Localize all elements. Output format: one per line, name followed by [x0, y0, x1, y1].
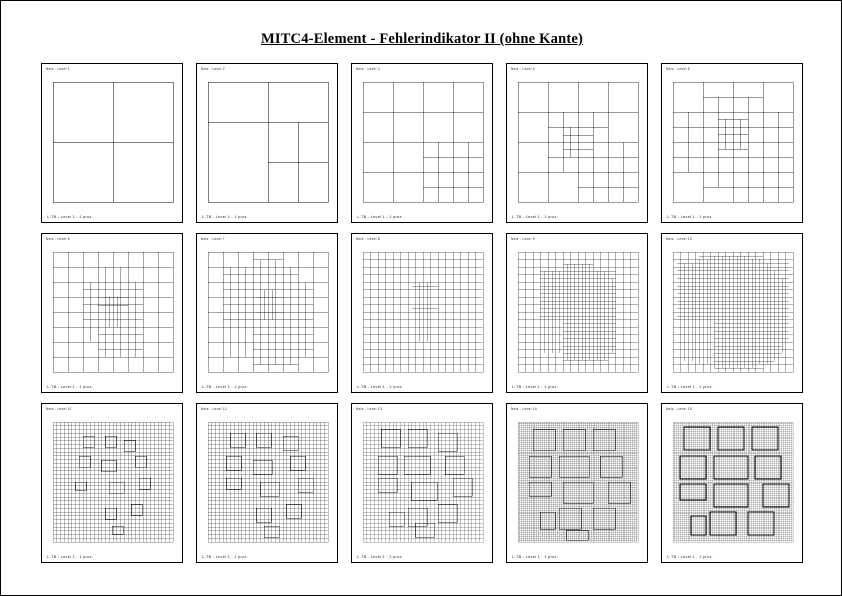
panel-row-1 [41, 63, 803, 223]
mesh-plot-8 [359, 246, 487, 381]
panel-row-2 [41, 233, 803, 393]
mesh-panel-8 [351, 233, 493, 393]
mesh-panel-9 [506, 233, 648, 393]
panel-row-3 [41, 403, 803, 563]
panel-footer-label: L-TB - Level 1 - 1 proz. [667, 555, 714, 559]
page-title [1, 31, 842, 48]
mesh-panel-5 [661, 63, 803, 223]
mesh-plot-14 [514, 416, 642, 551]
panel-footer-label: L-TB - Level 1 - 1 proz. [47, 555, 94, 559]
panel-header-label: Netz - Level 4 [511, 67, 535, 71]
panel-header-label: Netz - Level 11 [46, 407, 72, 411]
mesh-panel-12 [196, 403, 338, 563]
mesh-panel-11 [41, 403, 183, 563]
mesh-plot-2 [204, 76, 332, 211]
panel-footer-label: L-TB - Level 1 - 1 proz. [357, 555, 404, 559]
panel-header-label: Netz - Level 1 [46, 67, 70, 71]
mesh-panel-2 [196, 63, 338, 223]
panel-header-label: Netz - Level 2 [201, 67, 225, 71]
mesh-panel-1 [41, 63, 183, 223]
panel-header-label: Netz - Level 6 [46, 237, 70, 241]
panel-footer-label: L-TB - Level 1 - 1 proz. [512, 215, 559, 219]
panel-header-label: Netz - Level 9 [511, 237, 535, 241]
panel-footer-label: L-TB - Level 1 - 1 proz. [202, 215, 249, 219]
mesh-panel-15 [661, 403, 803, 563]
panel-header-label: Netz - Level 10 [666, 237, 692, 241]
panel-footer-label: L-TB - Level 1 - 1 proz. [512, 555, 559, 559]
mesh-plot-4 [514, 76, 642, 211]
mesh-plot-6 [49, 246, 177, 381]
mesh-plot-3 [359, 76, 487, 211]
mesh-plot-10 [669, 246, 797, 381]
mesh-plot-13 [359, 416, 487, 551]
mesh-plot-9 [514, 246, 642, 381]
mesh-panel-grid [41, 63, 803, 573]
mesh-plot-15 [669, 416, 797, 551]
panel-header-label: Netz - Level 8 [356, 237, 380, 241]
page-title-text: MITC4-Element - Fehlerindikator II (ohne Kante) [260, 31, 584, 47]
mesh-plot-7 [204, 246, 332, 381]
panel-footer-label: L-TB - Level 1 - 1 proz. [512, 385, 559, 389]
panel-header-label: Netz - Level 14 [511, 407, 537, 411]
panel-header-label: Netz - Level 13 [356, 407, 382, 411]
panel-header-label: Netz - Level 3 [356, 67, 380, 71]
panel-header-label: Netz - Level 7 [201, 237, 225, 241]
panel-footer-label: L-TB - Level 1 - 1 proz. [667, 215, 714, 219]
mesh-plot-12 [204, 416, 332, 551]
panel-footer-label: L-TB - Level 1 - 1 proz. [357, 215, 404, 219]
mesh-panel-14 [506, 403, 648, 563]
mesh-plot-11 [49, 416, 177, 551]
mesh-panel-13 [351, 403, 493, 563]
panel-header-label: Netz - Level 15 [666, 407, 692, 411]
panel-footer-label: L-TB - Level 1 - 1 proz. [202, 555, 249, 559]
mesh-panel-6 [41, 233, 183, 393]
mesh-panel-3 [351, 63, 493, 223]
panel-footer-label: L-TB - Level 1 - 1 proz. [47, 215, 94, 219]
mesh-panel-4 [506, 63, 648, 223]
panel-footer-label: L-TB - Level 1 - 1 proz. [202, 385, 249, 389]
mesh-plot-5 [669, 76, 797, 211]
mesh-panel-7 [196, 233, 338, 393]
panel-header-label: Netz - Level 5 [666, 67, 690, 71]
mesh-plot-1 [49, 76, 177, 211]
panel-footer-label: L-TB - Level 1 - 1 proz. [667, 385, 714, 389]
panel-footer-label: L-TB - Level 1 - 1 proz. [357, 385, 404, 389]
panel-footer-label: L-TB - Level 1 - 1 proz. [47, 385, 94, 389]
panel-header-label: Netz - Level 12 [201, 407, 227, 411]
mesh-panel-10 [661, 233, 803, 393]
